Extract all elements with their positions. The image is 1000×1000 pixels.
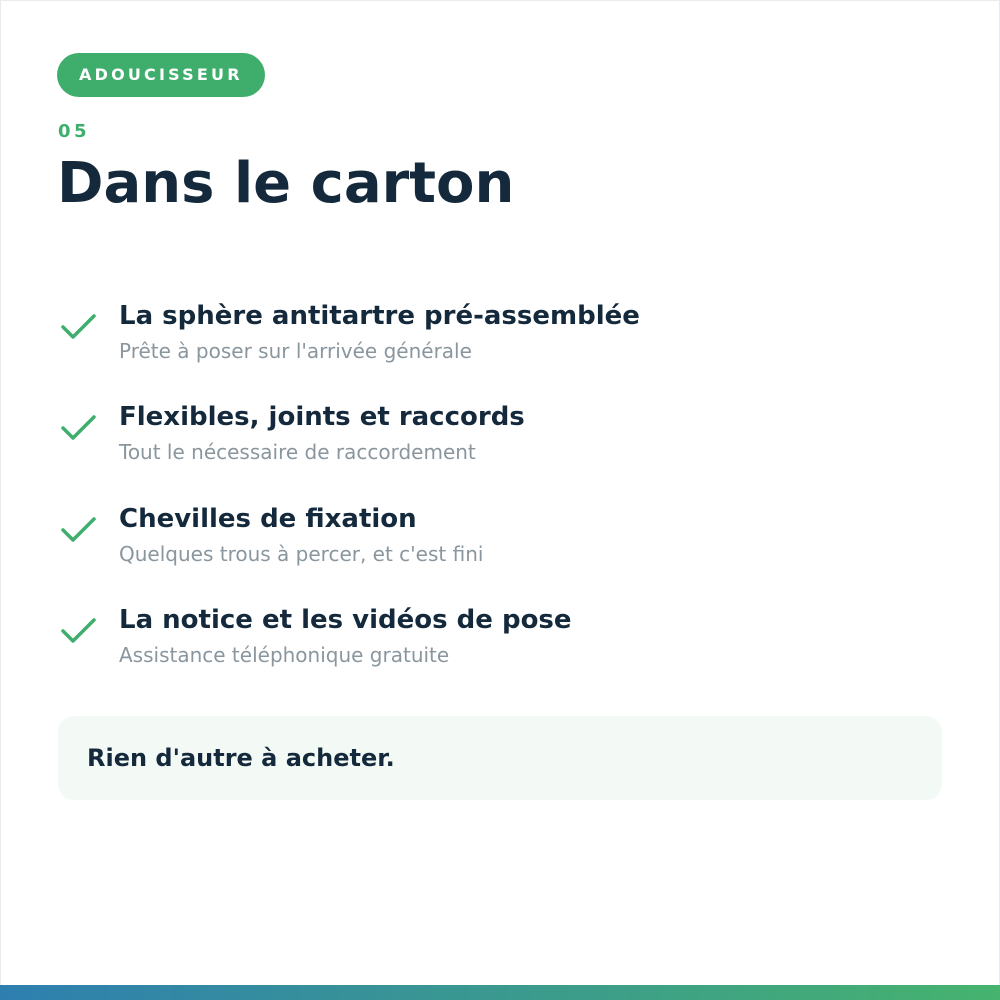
item-subtitle: Assistance téléphonique gratuite	[119, 643, 450, 667]
item-title: La notice et les vidéos de pose	[119, 605, 572, 635]
step-number: 05	[58, 121, 91, 142]
check-icon	[60, 616, 98, 646]
page-title: Dans le carton	[57, 151, 515, 216]
callout-box	[58, 716, 942, 800]
item-title: Flexibles, joints et raccords	[119, 402, 525, 432]
check-icon	[60, 413, 98, 443]
item-subtitle: Prête à poser sur l'arrivée générale	[119, 339, 472, 363]
bottom-gradient-bar	[0, 985, 1000, 1000]
check-icon	[60, 515, 98, 545]
callout-text: Rien d'autre à acheter.	[87, 744, 395, 772]
list-item	[0, 604, 1000, 684]
category-badge: ADOUCISSEUR	[57, 53, 265, 97]
item-title: Chevilles de fixation	[119, 504, 417, 534]
check-icon	[60, 312, 98, 342]
item-subtitle: Quelques trous à percer, et c'est fini	[119, 542, 484, 566]
item-subtitle: Tout le nécessaire de raccordement	[119, 440, 476, 464]
list-item	[0, 401, 1000, 481]
item-title: La sphère antitartre pré-assemblée	[119, 301, 640, 331]
list-item	[0, 300, 1000, 380]
list-item	[0, 503, 1000, 583]
